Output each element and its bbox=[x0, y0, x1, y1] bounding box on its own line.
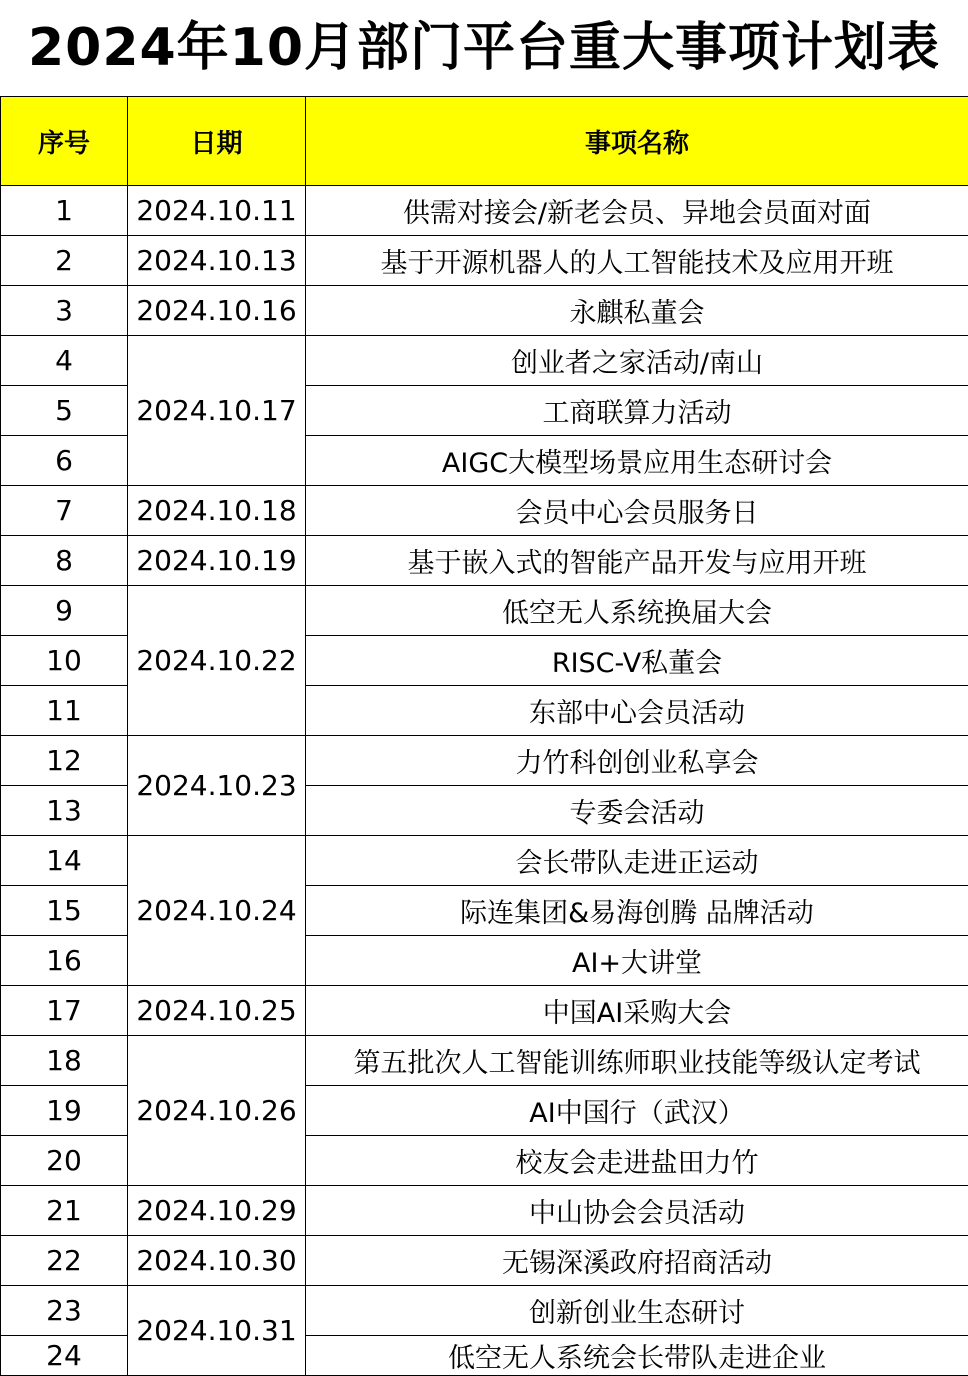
row-date: 2024.10.29 bbox=[128, 1186, 306, 1236]
row-number: 7 bbox=[1, 486, 128, 536]
table-header-row bbox=[1, 97, 968, 186]
row-number: 5 bbox=[1, 386, 128, 436]
row-number: 15 bbox=[1, 886, 128, 936]
table-row bbox=[1, 286, 968, 336]
table-row bbox=[1, 486, 968, 536]
row-number: 11 bbox=[1, 686, 128, 736]
row-event-name: 创业者之家活动/南山 bbox=[306, 336, 968, 386]
table-body bbox=[1, 186, 968, 1376]
column-header-number: 序号 bbox=[1, 97, 128, 186]
row-number: 14 bbox=[1, 836, 128, 886]
row-date: 2024.10.17 bbox=[128, 336, 306, 486]
row-date: 2024.10.26 bbox=[128, 1036, 306, 1186]
row-number: 21 bbox=[1, 1186, 128, 1236]
row-event-name: 基于嵌入式的智能产品开发与应用开班 bbox=[306, 536, 968, 586]
row-date: 2024.10.24 bbox=[128, 836, 306, 986]
table-row bbox=[1, 186, 968, 236]
row-number: 16 bbox=[1, 936, 128, 986]
table-row bbox=[1, 736, 968, 786]
row-date: 2024.10.25 bbox=[128, 986, 306, 1036]
row-event-name: 东部中心会员活动 bbox=[306, 686, 968, 736]
table-row bbox=[1, 336, 968, 386]
row-event-name: 会长带队走进正运动 bbox=[306, 836, 968, 886]
table-row bbox=[1, 1236, 968, 1286]
row-date: 2024.10.18 bbox=[128, 486, 306, 536]
row-event-name: 第五批次人工智能训练师职业技能等级认定考试 bbox=[306, 1036, 968, 1086]
row-number: 17 bbox=[1, 986, 128, 1036]
column-header-date: 日期 bbox=[128, 97, 306, 186]
row-event-name: 基于开源机器人的人工智能技术及应用开班 bbox=[306, 236, 968, 286]
row-number: 24 bbox=[1, 1336, 128, 1376]
row-date: 2024.10.30 bbox=[128, 1236, 306, 1286]
table-row bbox=[1, 536, 968, 586]
row-number: 2 bbox=[1, 236, 128, 286]
row-event-name: 永麒私董会 bbox=[306, 286, 968, 336]
row-event-name: 低空无人系统换届大会 bbox=[306, 586, 968, 636]
column-header-event-name: 事项名称 bbox=[306, 97, 968, 186]
table-row bbox=[1, 836, 968, 886]
row-event-name: 际连集团&易海创腾 品牌活动 bbox=[306, 886, 968, 936]
event-plan-table bbox=[0, 96, 968, 1376]
row-number: 13 bbox=[1, 786, 128, 836]
row-event-name: RISC-V私董会 bbox=[306, 636, 968, 686]
table-row bbox=[1, 1186, 968, 1236]
row-event-name: AIGC大模型场景应用生态研讨会 bbox=[306, 436, 968, 486]
row-event-name: AI+大讲堂 bbox=[306, 936, 968, 986]
row-event-name: 供需对接会/新老会员、异地会员面对面 bbox=[306, 186, 968, 236]
row-number: 22 bbox=[1, 1236, 128, 1286]
table-row bbox=[1, 1036, 968, 1086]
row-number: 3 bbox=[1, 286, 128, 336]
row-event-name: 力竹科创创业私享会 bbox=[306, 736, 968, 786]
row-date: 2024.10.16 bbox=[128, 286, 306, 336]
row-event-name: AI中国行（武汉） bbox=[306, 1086, 968, 1136]
row-date: 2024.10.31 bbox=[128, 1286, 306, 1376]
row-number: 12 bbox=[1, 736, 128, 786]
row-event-name: 无锡深溪政府招商活动 bbox=[306, 1236, 968, 1286]
row-event-name: 创新创业生态研讨 bbox=[306, 1286, 968, 1336]
row-number: 9 bbox=[1, 586, 128, 636]
row-event-name: 中山协会会员活动 bbox=[306, 1186, 968, 1236]
row-date: 2024.10.11 bbox=[128, 186, 306, 236]
row-number: 8 bbox=[1, 536, 128, 586]
row-number: 10 bbox=[1, 636, 128, 686]
row-event-name: 校友会走进盐田力竹 bbox=[306, 1136, 968, 1186]
row-number: 6 bbox=[1, 436, 128, 486]
row-number: 20 bbox=[1, 1136, 128, 1186]
row-event-name: 低空无人系统会长带队走进企业 bbox=[306, 1336, 968, 1376]
row-event-name: 工商联算力活动 bbox=[306, 386, 968, 436]
row-date: 2024.10.23 bbox=[128, 736, 306, 836]
row-number: 1 bbox=[1, 186, 128, 236]
row-event-name: 会员中心会员服务日 bbox=[306, 486, 968, 536]
row-date: 2024.10.13 bbox=[128, 236, 306, 286]
row-number: 23 bbox=[1, 1286, 128, 1336]
row-number: 19 bbox=[1, 1086, 128, 1136]
row-date: 2024.10.22 bbox=[128, 586, 306, 736]
row-number: 18 bbox=[1, 1036, 128, 1086]
row-number: 4 bbox=[1, 336, 128, 386]
row-date: 2024.10.19 bbox=[128, 536, 306, 586]
row-event-name: 专委会活动 bbox=[306, 786, 968, 836]
page-title: 2024年10月部门平台重大事项计划表 bbox=[0, 0, 968, 96]
table-row bbox=[1, 1286, 968, 1336]
table-row bbox=[1, 586, 968, 636]
table-row bbox=[1, 236, 968, 286]
table-row bbox=[1, 986, 968, 1036]
row-event-name: 中国AI采购大会 bbox=[306, 986, 968, 1036]
